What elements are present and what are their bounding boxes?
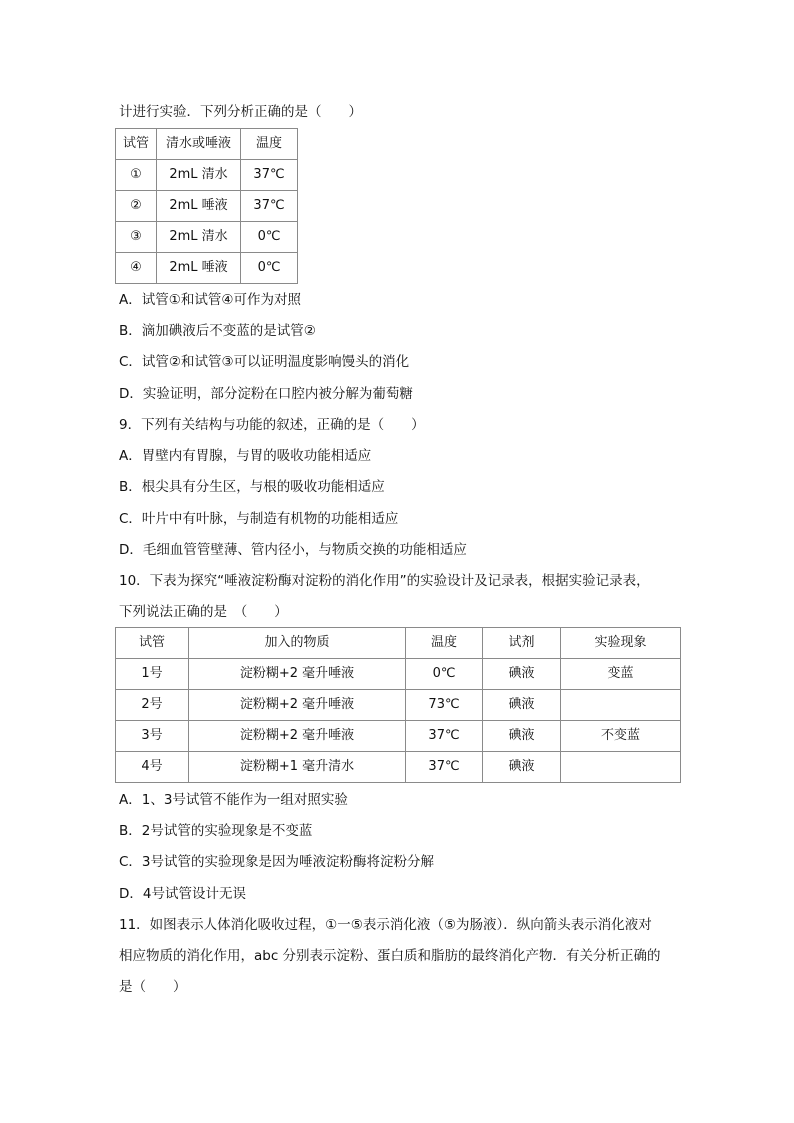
table-header-row	[116, 628, 681, 659]
table-cell: 2mL 唾液	[157, 253, 241, 284]
table-header-row	[116, 129, 298, 160]
table-cell: ④	[116, 253, 157, 284]
table-cell: 2mL 清水	[157, 222, 241, 253]
q10-option-d: D．4号试管设计无误	[119, 886, 246, 902]
table-cell: 0℃	[406, 659, 483, 690]
table-cell: 2号	[116, 690, 189, 721]
table-cell: 37℃	[406, 752, 483, 783]
table-row	[116, 191, 298, 222]
table-cell: 碘液	[483, 659, 561, 690]
table-row	[116, 721, 681, 752]
table-header-cell: 加入的物质	[189, 628, 406, 659]
q9-option-d: D．毛细血管管壁薄、管内径小，与物质交换的功能相适应	[119, 542, 467, 558]
table-cell: ②	[116, 191, 157, 222]
q8-stem-tail: 计进行实验．下列分析正确的是（ ）	[119, 104, 362, 120]
q10-stem-line1: 10．下表为探究“唾液淀粉酶对淀粉的消化作用”的实验设计及记录表，根据实验记录表，	[119, 573, 650, 589]
table-cell: 37℃	[241, 191, 298, 222]
table-cell: 3号	[116, 721, 189, 752]
table-cell: 37℃	[241, 160, 298, 191]
q11-stem-line1: 11．如图表示人体消化吸收过程，①一⑤表示消化液（⑤为肠液）．纵向箭头表示消化液对	[119, 917, 652, 933]
table-cell: 碘液	[483, 721, 561, 752]
table-cell: 0℃	[241, 253, 298, 284]
table-row	[116, 690, 681, 721]
table-cell: 淀粉糊+2 毫升唾液	[189, 659, 406, 690]
q8-option-a: A．试管①和试管④可作为对照	[119, 292, 301, 308]
table-cell: 碘液	[483, 752, 561, 783]
q9-option-c: C．叶片中有叶脉，与制造有机物的功能相适应	[119, 511, 399, 527]
table-cell	[561, 752, 681, 783]
table-header-cell: 试管	[116, 129, 157, 160]
table-cell: 2mL 清水	[157, 160, 241, 191]
q8-option-c: C．试管②和试管③可以证明温度影响馒头的消化	[119, 354, 410, 370]
table-header-cell: 试剂	[483, 628, 561, 659]
table-cell: 碘液	[483, 690, 561, 721]
table-cell: 1号	[116, 659, 189, 690]
table-cell: ①	[116, 160, 157, 191]
table-header-cell: 实验现象	[561, 628, 681, 659]
table-cell: 2mL 唾液	[157, 191, 241, 222]
q10-option-c: C．3号试管的实验现象是因为唾液淀粉酶将淀粉分解	[119, 854, 435, 870]
q11-stem-line3: 是（ ）	[119, 979, 187, 995]
table-header-cell: 清水或唾液	[157, 129, 241, 160]
table-cell: 不变蓝	[561, 721, 681, 752]
table-cell: 4号	[116, 752, 189, 783]
table-cell: 73℃	[406, 690, 483, 721]
q10-option-a: A．1、3号试管不能作为一组对照实验	[119, 792, 348, 808]
table-row	[116, 160, 298, 191]
table-cell: 淀粉糊+1 毫升清水	[189, 752, 406, 783]
table-cell: 变蓝	[561, 659, 681, 690]
table-header-cell: 温度	[406, 628, 483, 659]
table-row	[116, 222, 298, 253]
table-cell: 37℃	[406, 721, 483, 752]
table-row	[116, 659, 681, 690]
q9-stem: 9．下列有关结构与功能的叙述，正确的是（ ）	[119, 417, 425, 433]
table-row	[116, 253, 298, 284]
table-cell: 淀粉糊+2 毫升唾液	[189, 721, 406, 752]
q9-option-a: A．胃壁内有胃腺，与胃的吸收功能相适应	[119, 448, 372, 464]
table-header-cell: 试管	[116, 628, 189, 659]
table-cell	[561, 690, 681, 721]
table-cell: 淀粉糊+2 毫升唾液	[189, 690, 406, 721]
table-header-cell: 温度	[241, 129, 298, 160]
q10-table	[115, 627, 681, 783]
table-cell: 0℃	[241, 222, 298, 253]
table-row	[116, 752, 681, 783]
q10-stem-line2: 下列说法正确的是 （ ）	[119, 604, 288, 620]
q10-option-b: B．2号试管的实验现象是不变蓝	[119, 823, 313, 839]
q9-option-b: B．根尖具有分生区，与根的吸收功能相适应	[119, 479, 385, 495]
q8-option-b: B．滴加碘液后不变蓝的是试管②	[119, 323, 316, 339]
table-cell: ③	[116, 222, 157, 253]
q8-option-d: D．实验证明，部分淀粉在口腔内被分解为葡萄糖	[119, 386, 413, 402]
q11-stem-line2: 相应物质的消化作用，abc 分别表示淀粉、蛋白质和脂肪的最终消化产物．有关分析正确的	[119, 948, 661, 964]
q8-table	[115, 128, 298, 284]
